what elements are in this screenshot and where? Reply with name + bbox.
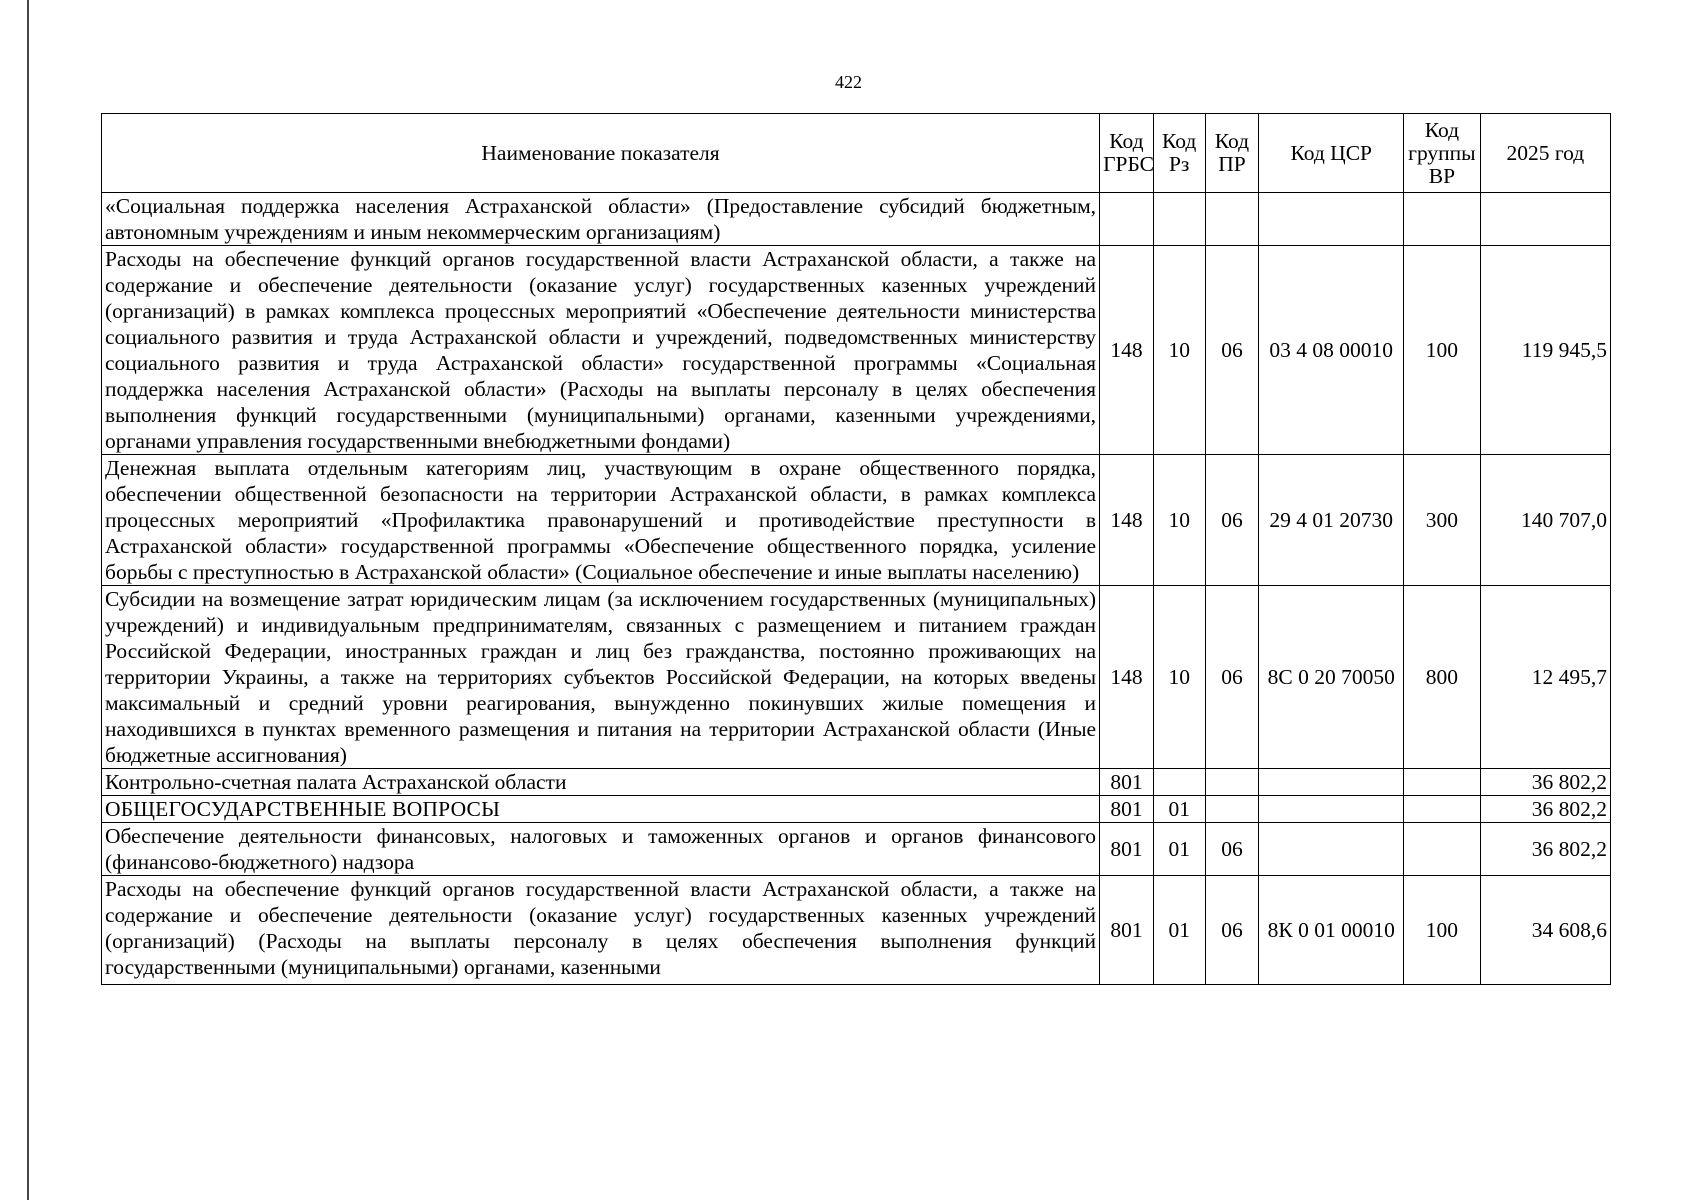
row-vr (1404, 193, 1481, 246)
row-amount: 36 802,2 (1480, 823, 1610, 876)
row-amount: 34 608,6 (1480, 876, 1610, 985)
row-csr (1259, 193, 1404, 246)
row-pr (1205, 769, 1259, 796)
row-grbs: 801 (1100, 876, 1154, 985)
table-header-row (102, 114, 1611, 193)
row-rz: 10 (1153, 246, 1205, 455)
header-pr: Код ПР (1205, 114, 1259, 193)
table-row (102, 586, 1611, 769)
row-pr: 06 (1205, 823, 1259, 876)
row-amount (1480, 193, 1610, 246)
row-vr (1404, 796, 1481, 823)
row-name: Контрольно-счетная палата Астраханской области (102, 769, 1100, 796)
table-row (102, 823, 1611, 876)
row-csr: 29 4 01 20730 (1259, 455, 1404, 586)
row-grbs: 801 (1100, 823, 1154, 876)
row-rz: 10 (1153, 455, 1205, 586)
row-pr: 06 (1205, 876, 1259, 985)
row-rz: 01 (1153, 823, 1205, 876)
row-vr: 100 (1404, 246, 1481, 455)
header-year: 2025 год (1480, 114, 1610, 193)
row-amount: 12 495,7 (1480, 586, 1610, 769)
row-grbs: 801 (1100, 769, 1154, 796)
row-pr: 06 (1205, 455, 1259, 586)
row-csr: 8К 0 01 00010 (1259, 876, 1404, 985)
row-csr: 8С 0 20 70050 (1259, 586, 1404, 769)
table-row (102, 246, 1611, 455)
row-name: Расходы на обеспечение функций органов государственной власти Астраханской области, а также на содержание и обеспечение деятельности (оказание услуг) государственных казенных учреждений (организаций) в рамках комплекса процессных мероприятий «Обеспечение деятельности министерства социального развития и труда Астраханской области и учреждений, подведомственных министерству социального развития и труда Астраханской области» государственной программы «Социальная поддержка населения Астраханской области» (Расходы на выплаты персоналу в целях обеспечения выполнения функций государственными (муниципальными) органами, казенными учреждениями, органами управления государственными внебюджетными фондами) (102, 246, 1100, 455)
row-rz (1153, 769, 1205, 796)
row-grbs: 148 (1100, 455, 1154, 586)
row-vr: 800 (1404, 586, 1481, 769)
row-name-cell (102, 876, 1100, 985)
row-grbs (1100, 193, 1154, 246)
row-amount: 119 945,5 (1480, 246, 1610, 455)
table-row (102, 193, 1611, 246)
header-grbs: Код ГРБС (1100, 114, 1154, 193)
binding-margin-line (27, 0, 29, 1200)
row-pr (1205, 193, 1259, 246)
row-amount: 36 802,2 (1480, 796, 1610, 823)
row-rz (1153, 193, 1205, 246)
header-name: Наименование показателя (102, 114, 1100, 193)
row-grbs: 801 (1100, 796, 1154, 823)
table-row (102, 796, 1611, 823)
row-rz: 10 (1153, 586, 1205, 769)
row-name: ОБЩЕГОСУДАРСТВЕННЫЕ ВОПРОСЫ (102, 796, 1100, 823)
row-name: Денежная выплата отдельным категориям лиц, участвующим в охране общественного порядка, обеспечении общественной безопасности на территории Астраханской области, в рамках комплекса процессных мероприятий «Профилактика правонарушений и противодействие преступности в Астраханской области» государственной программы «Обеспечение общественного порядка, усиление борьбы с преступностью в Астраханской области» (Социальное обеспечение и иные выплаты населению) (102, 455, 1100, 586)
row-pr: 06 (1205, 246, 1259, 455)
row-pr (1205, 796, 1259, 823)
row-vr (1404, 769, 1481, 796)
row-amount: 36 802,2 (1480, 769, 1610, 796)
page-number: 422 (835, 72, 862, 92)
header-vr: Код группы ВР (1404, 114, 1481, 193)
row-csr (1259, 823, 1404, 876)
row-name: Субсидии на возмещение затрат юридическим лицам (за исключением государственных (муниципальных) учреждений) и индивидуальным предпринимателям, связанных с размещением и питанием граждан Российской Федерации, иностранных граждан и лиц без гражданства, постоянно проживающих на территории Украины, а также на территориях субъектов Российской Федерации, на которых введены максимальный и средний уровни реагирования, вынужденно покинувших жилые помещения и находившихся в пунктах временного размещения и питания на территории Астраханской области (Иные бюджетные ассигнования) (102, 586, 1100, 769)
header-rz: Код Рз (1153, 114, 1205, 193)
header-csr: Код ЦСР (1259, 114, 1404, 193)
row-vr (1404, 823, 1481, 876)
row-csr (1259, 796, 1404, 823)
row-amount: 140 707,0 (1480, 455, 1610, 586)
row-grbs: 148 (1100, 586, 1154, 769)
row-pr: 06 (1205, 586, 1259, 769)
table-row (102, 455, 1611, 586)
row-vr: 300 (1404, 455, 1481, 586)
table-row (102, 876, 1611, 985)
table-row (102, 769, 1611, 796)
row-grbs: 148 (1100, 246, 1154, 455)
row-csr: 03 4 08 00010 (1259, 246, 1404, 455)
row-name: «Социальная поддержка населения Астраханской области» (Предоставление субсидий бюджетным, автономным учреждениям и иным некоммерческим организациям) (102, 193, 1100, 246)
row-csr (1259, 769, 1404, 796)
row-rz: 01 (1153, 796, 1205, 823)
row-vr: 100 (1404, 876, 1481, 985)
budget-table (101, 113, 1611, 985)
row-name: Расходы на обеспечение функций органов государственной власти Астраханской области, а также на содержание и обеспечение деятельности (оказание услуг) государственных казенных учреждений (организаций) (Расходы на выплаты персоналу в целях обеспечения выполнения функций государственными (муниципальными) органами, казенными (105, 877, 1097, 979)
row-rz: 01 (1153, 876, 1205, 985)
row-name: Обеспечение деятельности финансовых, налоговых и таможенных органов и органов финансового (финансово-бюджетного) надзора (102, 823, 1100, 876)
